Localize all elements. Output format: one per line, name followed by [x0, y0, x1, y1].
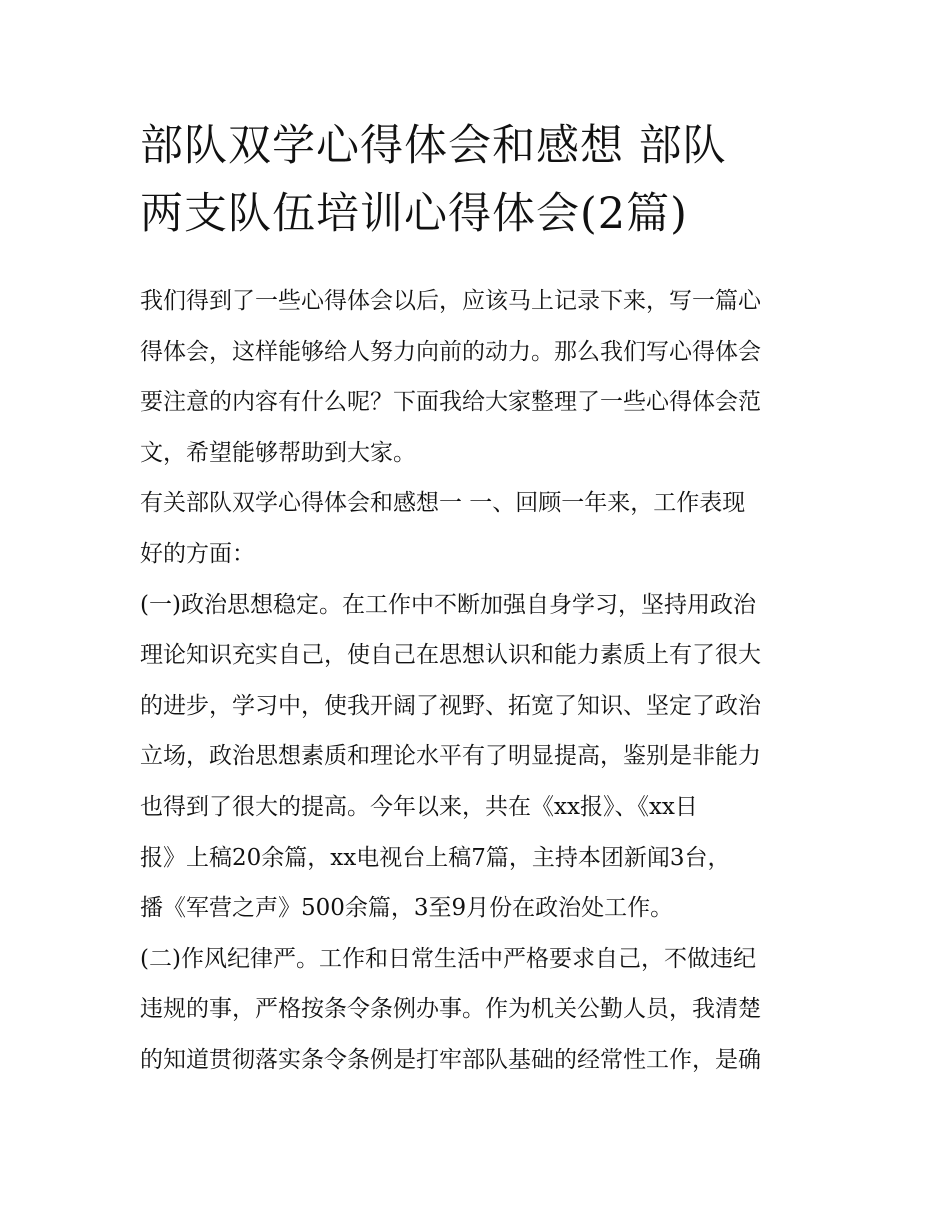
- paragraph-discipline: [140, 936, 820, 1088]
- text-line: (一)政治思想稳定。在工作中不断加强自身学习，坚持用政治: [140, 591, 756, 618]
- text-line: 也得到了很大的提高。今年以来，共在《xx报》、《xx日: [140, 793, 698, 820]
- text-line: 立场，政治思想素质和理论水平有了明显提高，鉴别是非能力: [140, 743, 761, 770]
- text-line: 的进步，学习中，使我开阔了视野、拓宽了知识、坚定了政治: [140, 692, 761, 719]
- title-line: 两支队伍培训心得体会(2篇): [140, 189, 688, 239]
- text-line: 文，希望能够帮助到大家。: [140, 439, 416, 466]
- text-line: 我们得到了一些心得体会以后，应该马上记录下来，写一篇心: [140, 288, 761, 314]
- document-body: [140, 278, 820, 1088]
- text-line: 理论知识充实自己，使自己在思想认识和能力素质上有了很大: [140, 642, 761, 669]
- paragraph-intro: [140, 278, 820, 480]
- text-line: 播《军营之声》500余篇，3至9月份在政治处工作。: [140, 895, 674, 922]
- text-line: 得体会，这样能够给人努力向前的动力。那么我们写心得体会: [140, 338, 761, 365]
- document-title: [140, 112, 830, 248]
- paragraph-section-heading: [140, 480, 820, 581]
- text-line: (二)作风纪律严。工作和日常生活中严格要求自己，不做违纪: [140, 945, 756, 972]
- text-line: 有关部队双学心得体会和感想一 一、回顾一年来，工作表现: [140, 490, 746, 517]
- text-line: 报》上稿20余篇，xx电视台上稿7篇，主持本团新闻3台，: [140, 844, 731, 871]
- title-line: 部队双学心得体会和感想 部队: [140, 121, 727, 171]
- paragraph-political-thought: [140, 582, 820, 936]
- text-line: 违规的事，严格按条令条例办事。作为机关公勤人员，我清楚: [140, 996, 761, 1023]
- text-line: 的知道贯彻落实条令条例是打牢部队基础的经常性工作，是确: [140, 1046, 761, 1073]
- text-line: 好的方面：: [140, 540, 255, 567]
- text-line: 要注意的内容有什么呢？下面我给大家整理了一些心得体会范: [140, 389, 761, 416]
